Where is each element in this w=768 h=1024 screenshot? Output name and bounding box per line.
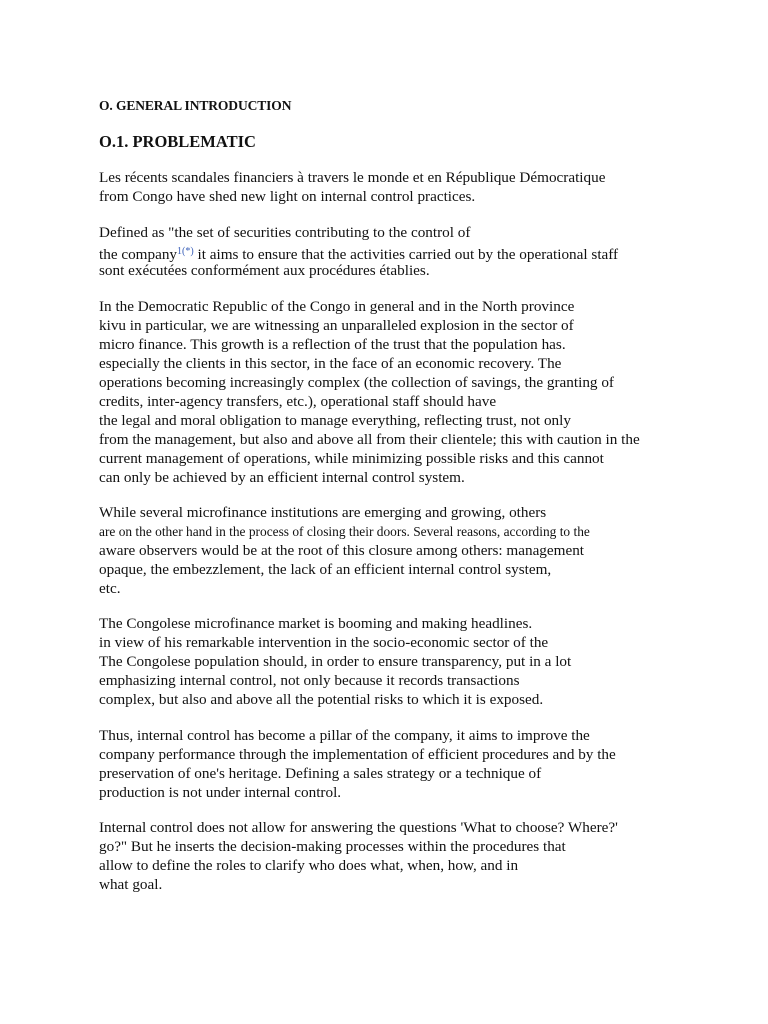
text-line: current management of operations, while minimizing possible risks and this cannot bbox=[99, 450, 604, 467]
text-line: what goal. bbox=[99, 876, 163, 893]
text-line bbox=[99, 242, 618, 261]
text-line: operations becoming increasingly complex (the collection of savings, the granting of bbox=[99, 374, 614, 391]
text-line: opaque, the embezzlement, the lack of an efficient internal control system, bbox=[99, 561, 552, 578]
text-line: aware observers would be at the root of this closure among others: management bbox=[99, 542, 585, 559]
text-line: sont exécutées conformément aux procédures établies. bbox=[99, 262, 430, 279]
text-line: While several microfinance institutions are emerging and growing, others bbox=[99, 504, 547, 521]
footnote-link[interactable]: 1(*) bbox=[177, 246, 194, 257]
text-line: company performance through the implementation of efficient procedures and by the bbox=[99, 746, 616, 763]
subsection-heading: O.1. PROBLEMATIC bbox=[99, 132, 256, 151]
text-line: Internal control does not allow for answering the questions 'What to choose? Where?' bbox=[99, 819, 618, 836]
text-line: The Congolese population should, in order to ensure transparency, put in a lot bbox=[99, 653, 572, 670]
text-line: complex, but also and above all the potential risks to which it is exposed. bbox=[99, 691, 544, 708]
text-line: micro finance. This growth is a reflection of the trust that the population has. bbox=[99, 336, 566, 353]
text-segment: the company bbox=[99, 246, 178, 263]
text-line: are on the other hand in the process of closing their doors. Several reasons, according to the bbox=[99, 524, 590, 539]
text-line: The Congolese microfinance market is booming and making headlines. bbox=[99, 615, 533, 632]
text-line: allow to define the roles to clarify who does what, when, how, and in bbox=[99, 857, 519, 874]
section-heading: O. GENERAL INTRODUCTION bbox=[99, 98, 292, 113]
text-line: In the Democratic Republic of the Congo in general and in the North province bbox=[99, 298, 575, 315]
paragraph-4 bbox=[99, 503, 590, 598]
text-line: from the management, but also and above all from their clientele; this with caution in the bbox=[99, 431, 640, 448]
text-line: especially the clients in this sector, in the face of an economic recovery. The bbox=[99, 355, 562, 372]
paragraph-1 bbox=[99, 168, 605, 206]
text-line: can only be achieved by an efficient internal control system. bbox=[99, 469, 465, 486]
text-line: production is not under internal control. bbox=[99, 784, 342, 801]
paragraph-5 bbox=[99, 614, 571, 709]
text-line: Defined as "the set of securities contributing to the control of bbox=[99, 224, 471, 241]
text-line: Les récents scandales financiers à travers le monde et en République Démocratique bbox=[99, 169, 606, 186]
text-line: Thus, internal control has become a pillar of the company, it aims to improve the bbox=[99, 727, 590, 744]
paragraph-2 bbox=[99, 223, 618, 280]
text-line: preservation of one's heritage. Defining a sales strategy or a technique of bbox=[99, 765, 542, 782]
text-line: credits, inter-agency transfers, etc.), operational staff should have bbox=[99, 393, 497, 410]
paragraph-7 bbox=[99, 818, 618, 894]
paragraph-3 bbox=[99, 297, 640, 487]
text-line: kivu in particular, we are witnessing an unparalleled explosion in the sector of bbox=[99, 317, 574, 334]
text-line: go?" But he inserts the decision-making processes within the procedures that bbox=[99, 838, 566, 855]
text-line: the legal and moral obligation to manage everything, reflecting trust, not only bbox=[99, 412, 571, 429]
text-line: etc. bbox=[99, 580, 121, 597]
text-line: emphasizing internal control, not only because it records transactions bbox=[99, 672, 520, 689]
text-segment: it aims to ensure that the activities carried out by the operational staff bbox=[193, 246, 619, 263]
paragraph-6 bbox=[99, 726, 616, 802]
text-line: from Congo have shed new light on internal control practices. bbox=[99, 188, 476, 205]
text-line: in view of his remarkable intervention in the socio-economic sector of the bbox=[99, 634, 549, 651]
